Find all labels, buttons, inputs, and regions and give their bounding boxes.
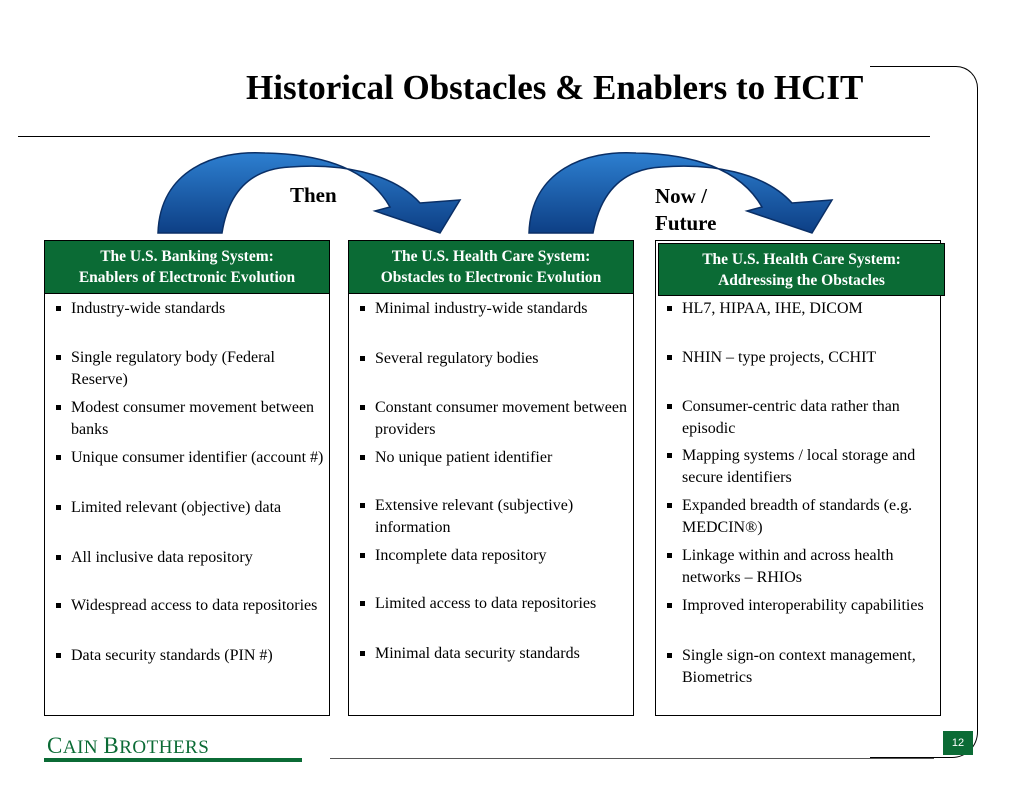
list-item: Single regulatory body (Federal Reserve)	[71, 347, 325, 391]
column-header-line1: The U.S. Health Care System:	[391, 248, 591, 265]
column-header-line2: Enablers of Electronic Evolution	[78, 269, 296, 286]
logo-initial-c: C	[47, 733, 63, 758]
logo-initial-b: B	[103, 733, 120, 758]
column-header	[44, 240, 330, 294]
column-header-line1: The U.S. Health Care System:	[702, 250, 901, 268]
list-item: Linkage within and across health networks – RHIOs	[682, 545, 936, 589]
list-item: Modest consumer movement between banks	[71, 397, 325, 441]
list-item: Extensive relevant (subjective) information	[375, 495, 629, 539]
list-item: Industry-wide standards	[71, 298, 325, 320]
list-item: Constant consumer movement between providers	[375, 397, 629, 441]
list-item: Several regulatory bodies	[375, 348, 629, 370]
list-item: NHIN – type projects, CCHIT	[682, 347, 936, 369]
logo-text-rothers: ROTHERS	[119, 737, 210, 758]
list-item: All inclusive data repository	[71, 547, 325, 569]
footer-divider	[330, 758, 934, 759]
list-item: Minimal data security standards	[375, 643, 629, 665]
column-header-line1: The U.S. Banking System:	[100, 248, 274, 265]
now-label-line2: Future	[655, 211, 717, 235]
column-banking	[44, 240, 330, 716]
column-health-addressing	[655, 240, 941, 716]
column-header-line2: Addressing the Obstacles	[718, 271, 885, 289]
list-item: Consumer-centric data rather than episodic	[682, 396, 936, 440]
list-item: Unique consumer identifier (account #)	[71, 447, 325, 469]
company-logo	[47, 733, 209, 759]
list-item: Limited relevant (objective) data	[71, 497, 325, 519]
list-item: Data security standards (PIN #)	[71, 645, 325, 667]
list-item: Limited access to data repositories	[375, 593, 629, 615]
footer-green-rule	[44, 758, 302, 762]
list-item: Expanded breadth of standards (e.g. MEDCIN®)	[682, 495, 936, 539]
now-label-line1: Now /	[655, 184, 707, 208]
list-item: Minimal industry-wide standards	[375, 298, 629, 320]
column-header	[658, 243, 945, 296]
column-header	[348, 240, 634, 294]
logo-text-ain: AIN	[62, 737, 104, 758]
list-item: Widespread access to data repositories	[71, 595, 325, 617]
list-item: HL7, HIPAA, IHE, DICOM	[682, 298, 936, 320]
list-item: Single sign-on context management, Biometrics	[682, 645, 936, 689]
column-header-line2: Obstacles to Electronic Evolution	[380, 269, 602, 286]
column-health-obstacles	[348, 240, 634, 716]
list-item: No unique patient identifier	[375, 447, 629, 469]
slide-title: Historical Obstacles & Enablers to HCIT	[246, 68, 864, 107]
then-label: Then	[290, 183, 337, 207]
list-item: Incomplete data repository	[375, 545, 629, 567]
page-number: 12	[943, 731, 973, 755]
curved-arrows	[0, 0, 1024, 240]
list-item: Improved interoperability capabilities	[682, 595, 936, 617]
list-item: Mapping systems / local storage and secure identifiers	[682, 445, 936, 489]
